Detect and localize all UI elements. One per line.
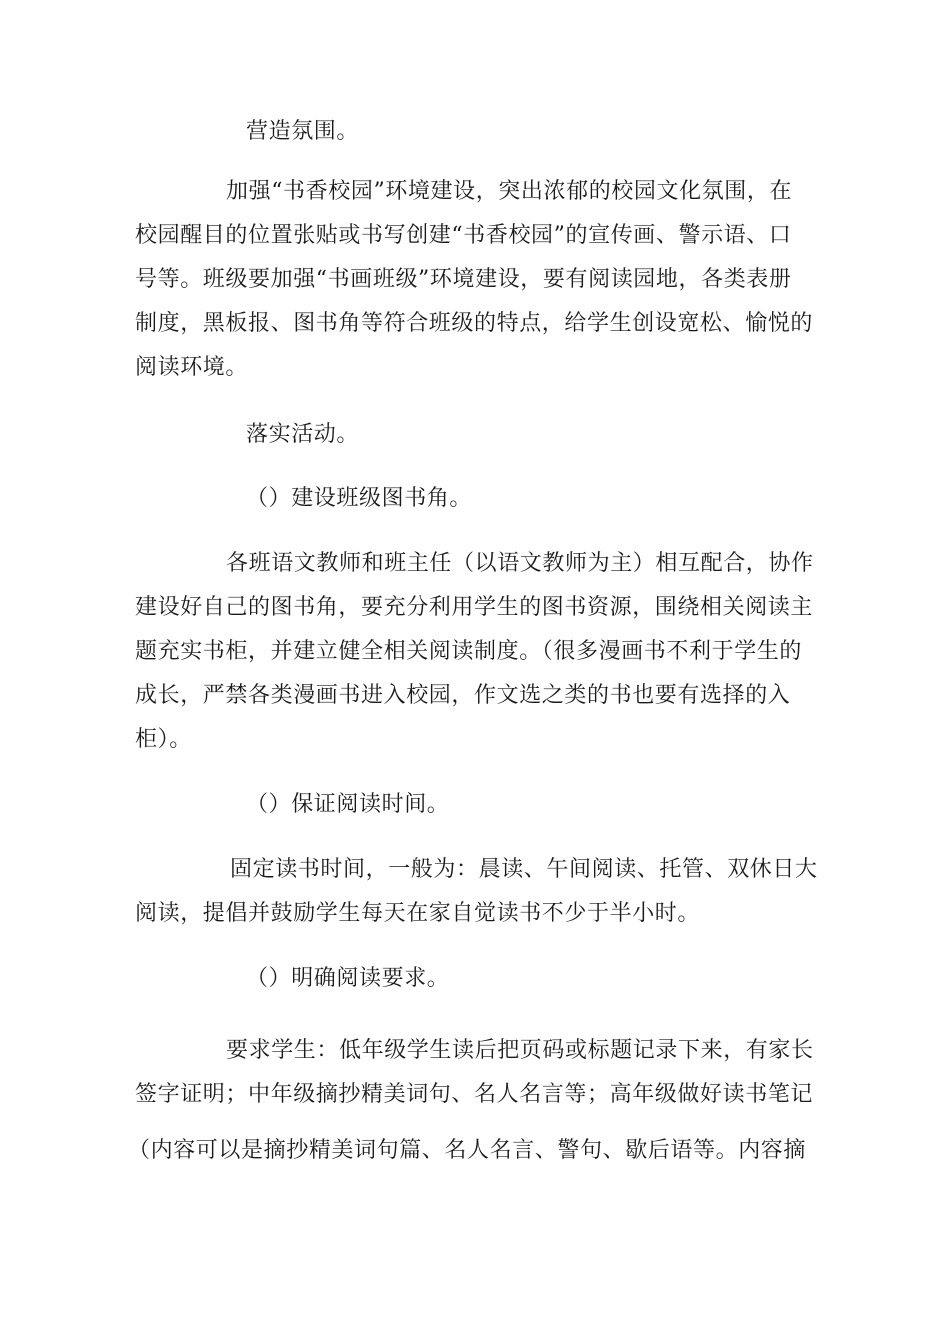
paragraph-line: 阅读，提倡并鼓励学生每天在家自觉读书不少于半小时。	[135, 901, 701, 926]
paragraph-line: 固定读书时间，一般为：晨读、午间阅读、托管、双休日大	[230, 857, 818, 882]
paragraph-line: 签字证明；中年级摘抄精美词句、名人名言等；高年级做好读书笔记	[135, 1082, 814, 1107]
paragraph-line: 制度，黑板报、图书角等符合班级的特点，给学生创设宽松、愉悦的	[135, 311, 814, 336]
heading-atmosphere: 营造氛围。	[246, 119, 360, 144]
paragraph-line: 各班语文教师和班主任（以语文教师为主）相互配合，协作	[226, 551, 814, 576]
paragraph-line: 阅读环境。	[135, 355, 249, 380]
paragraph-line: 号等。班级要加强“书画班级”环境建设，要有阅读园地，各类表册	[135, 267, 792, 292]
subheading-book-corner: （）建设班级图书角。	[246, 486, 473, 511]
subheading-reading-time: （）保证阅读时间。	[246, 792, 450, 817]
subheading-reading-requirements: （）明确阅读要求。	[246, 966, 450, 991]
paragraph-line: 校园醒目的位置张贴或书写创建“书香校园”的宣传画、警示语、口	[135, 223, 792, 248]
paragraph-line: 柜）。	[135, 727, 192, 752]
paragraph-line: 题充实书柜，并建立健全相关阅读制度。（很多漫画书不利于学生的	[135, 639, 803, 664]
heading-activities: 落实活动。	[246, 422, 360, 447]
paragraph-line: （内容可以是摘抄精美词句篇、名人名言、警句、歇后语等。内容摘	[128, 1138, 807, 1163]
paragraph-line: 建设好自己的图书角，要充分利用学生的图书资源，围绕相关阅读主	[135, 595, 814, 620]
paragraph-line: 要求学生：低年级学生读后把页码或标题记录下来，有家长	[226, 1038, 814, 1063]
paragraph-line: 成长，严禁各类漫画书进入校园，作文选之类的书也要有选择的入	[135, 683, 791, 708]
paragraph-line: 加强“书香校园”环境建设，突出浓郁的校园文化氛围，在	[226, 179, 793, 204]
